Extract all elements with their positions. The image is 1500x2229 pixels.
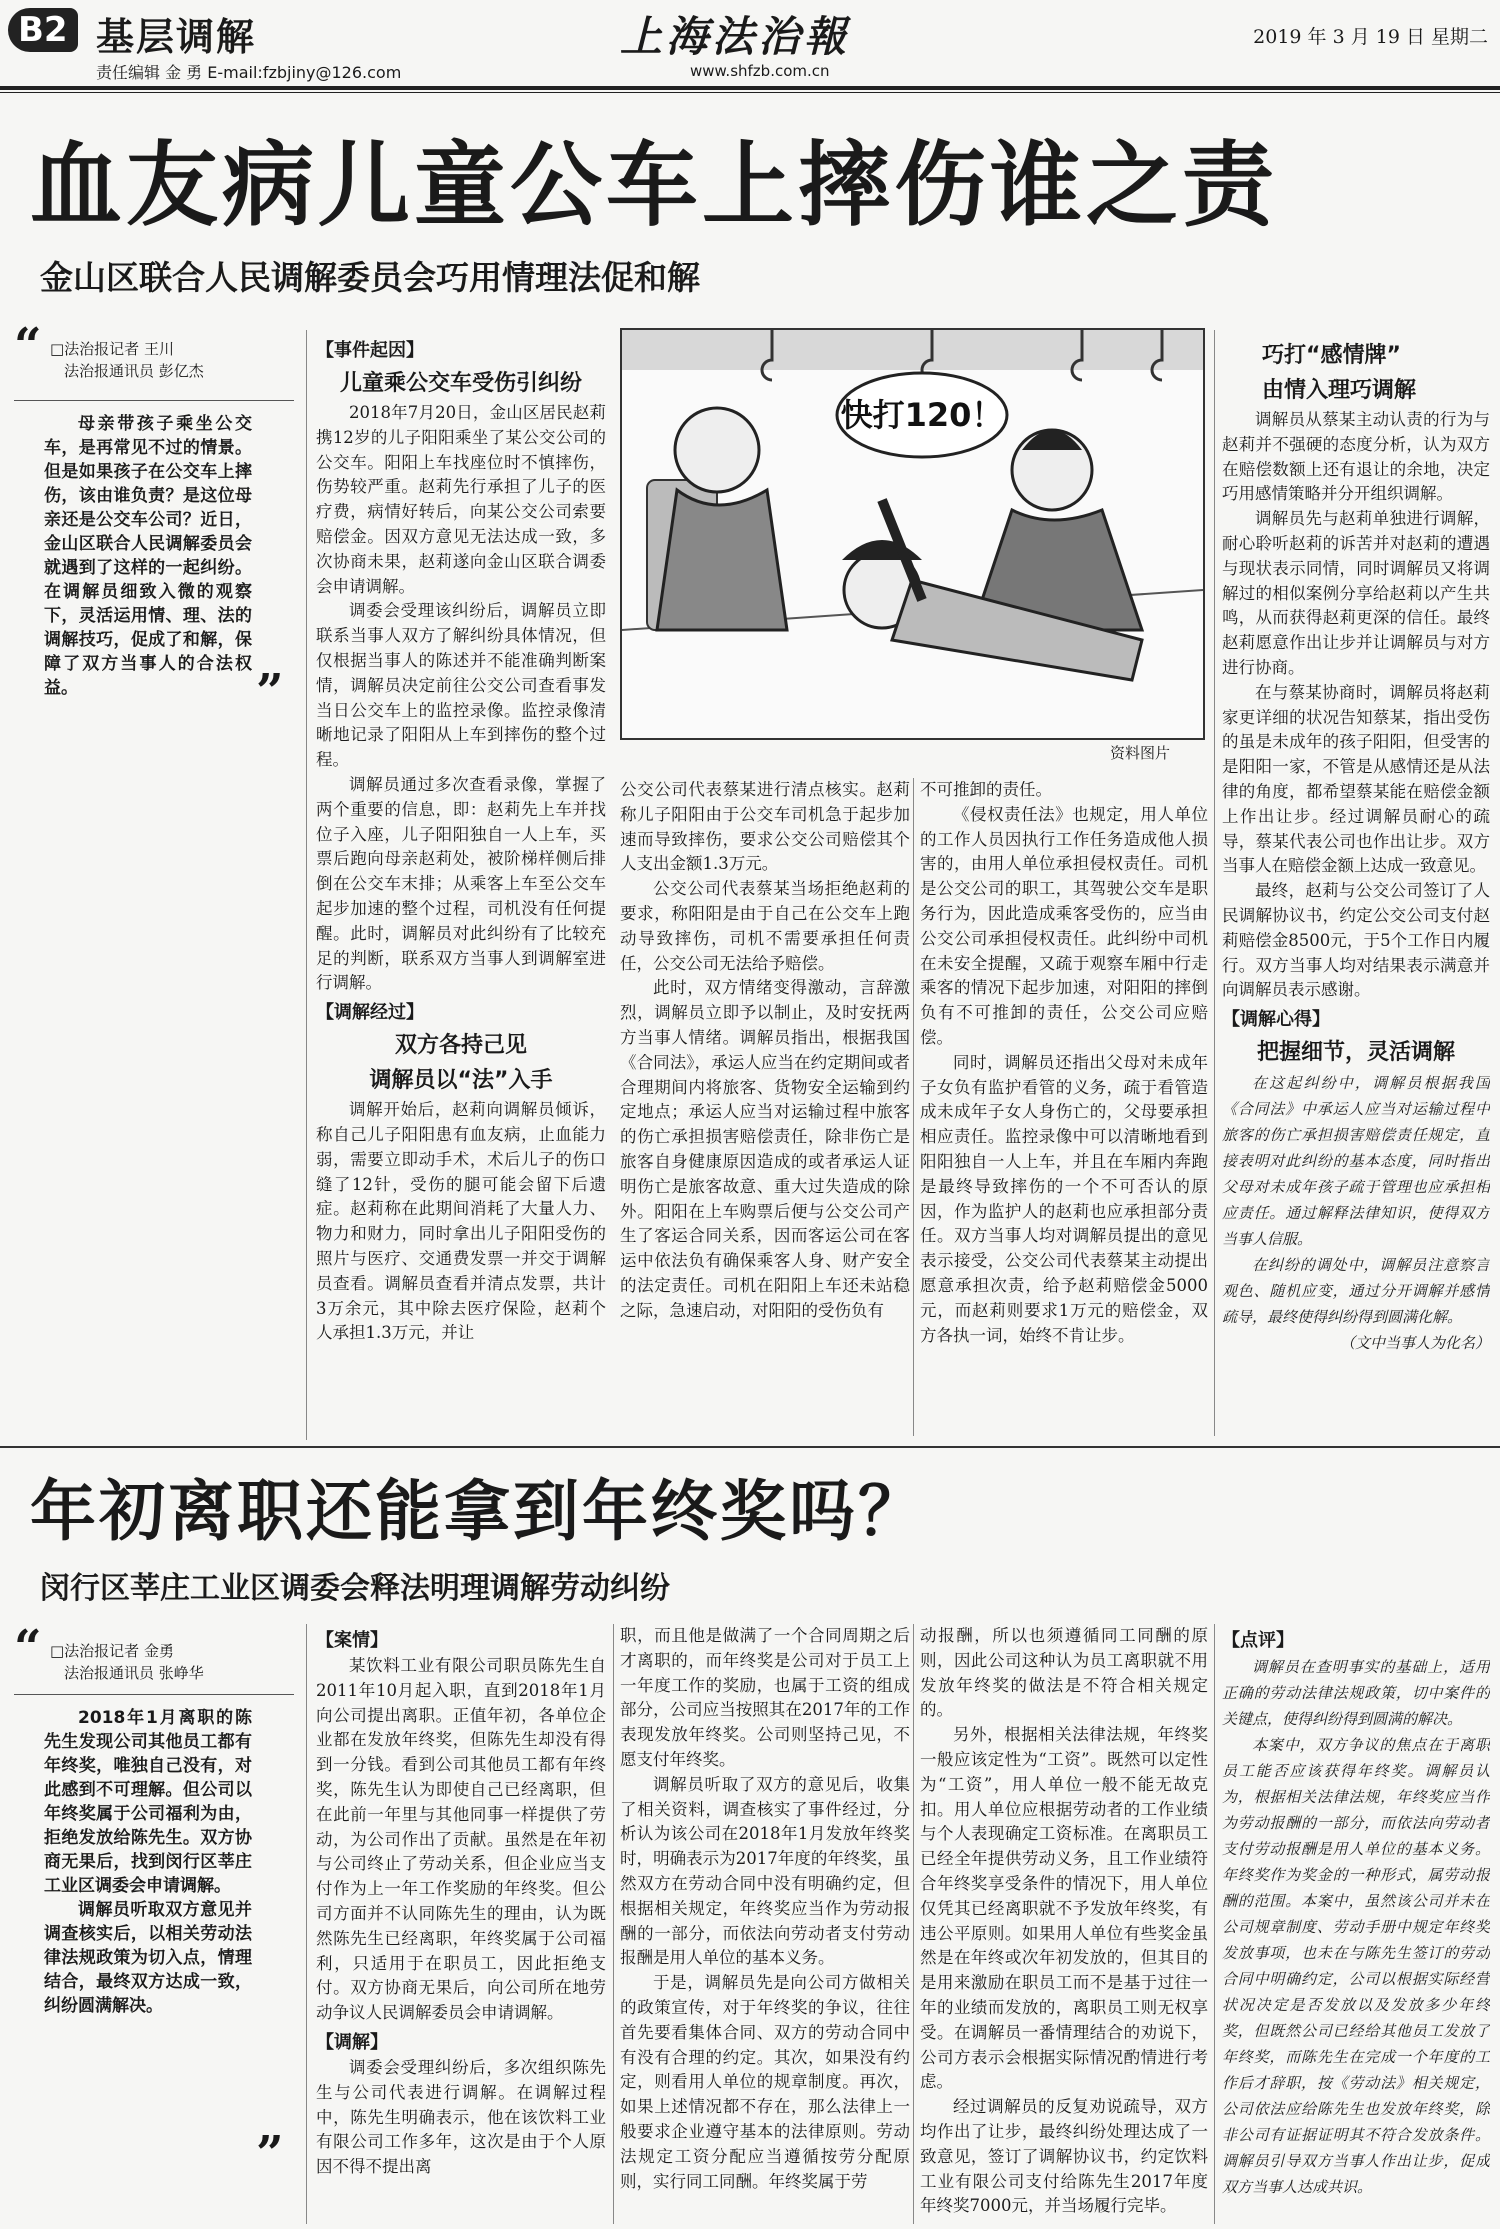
paragraph-group: 2018年7月20日，金山区居民赵莉携12岁的儿子阳阳乘坐了某公交公司的公交车。阳阳上车找座位时不慎摔伤，伤势较严重。赵莉先行承担了儿子的医疗费，病情好转后，向某公交公司索要赔偿金。因双方意见无法达成一致，多次协商未果，赵莉遂向金山区联合调委会申请调解。 调委会受理该纠纷后，调解员立即联系当事人双方了解纠纷具体情况，但仅根据当事人的陈述并不能准确判断案情，调解员决定前往公交公司查看事发当日公交车上的监控录像。监控录像清晰地记录了阳阳从上车到摔伤的整个过程。 调解员通过多次查看录像，掌握了两个重要的信息，即：赵莉先上车并找位子入座，儿子阳阳独自一人上车，买票后跑向母亲赵莉处，被阶梯样侧后排倒在公交车末排；从乘客上车至公交车起步加速的整个过程，司机没有任何提醒。此时，调解员对此纠纷有了比较充足的判断，联系双方当事人到调解室进行调解。 (316, 403, 606, 993)
close-quote-icon: ” (256, 664, 284, 720)
column-divider (613, 1624, 614, 2224)
article-divider (0, 1446, 1500, 1448)
editor-line: 责任编辑 金 勇 E-mail:fzbjiny@126.com (96, 63, 402, 82)
commentary: 在这起纠纷中，调解员根据我国《合同法》中承运人应当对运输过程中旅客的伤亡承担损害赔偿责任规定，直接表明对此纠纷的基本态度，同时指出父母对未成年孩子疏于管理也应承担相应责任。通过解释法律知识，使得双方当事人信服。 在纠纷的调处中，调解员注意察言观色、随机应变，通过分开调解并感情疏导，最终使得纠纷得到圆满化解。 （文中当事人为化名） (1222, 1070, 1490, 1356)
bus-accident-cartoon (622, 330, 1203, 738)
article2-column-2: 职，而且他是做满了一个合同周期之后才离职的，而年终奖是公司对于员工上一年度工作的奖励，也属于工资的组成部分，公司应当按照其在2017年的工作表现发放年终奖。公司则坚持己见，不愿支付年终奖。 调解员听取了双方的意见后，收集了相关资料，调查核实了事件经过，分析认为该公司在2018年1月发放年终奖时，明确表示为2017年度的年终奖，虽然双方在劳动合同中没有明确约定，但根据相关规定，年终奖应当作为劳动报酬的一部分，而依法向劳动者支付劳动报酬是用人单位的基本义务。 于是，调解员先是向公司方做相关的政策宣传，对于年终奖的争议，往往首先要看集体合同、双方的劳动合同中有没有合理的约定。其次，如果没有约定，则看用人单位的规章制度。再次，如果上述情况都不存在，那么法律上一般要求企业遵守基本的法律原则。劳动法规定工资分配应当遵循按劳分配原则，实行同工同酬。年终奖属于劳 (620, 1626, 910, 2191)
section-subhead: 由情入理巧调解 (1262, 378, 1417, 403)
column-divider (913, 778, 914, 1436)
speech-bubble-text: 快打120！ (840, 396, 1004, 434)
section-subhead: 把握细节，灵活调解 (1256, 1040, 1455, 1066)
section-tag: 【调解经过】 (316, 1002, 424, 1024)
section-tag: 【调解心得】 (1222, 1009, 1330, 1031)
header-rule-thin (0, 92, 1500, 93)
column-divider (913, 1624, 914, 2224)
byline-rule (14, 400, 294, 401)
cartoon-illustration (620, 328, 1205, 740)
article2-subheadline: 闵行区莘庄工业区调委会释法明理调解劳动纠纷 (40, 1571, 670, 1606)
section-subhead: 巧打“感情牌” (1262, 343, 1401, 368)
article2-byline: □法治报记者 金勇 法治报通讯员 张峥华 (50, 1642, 204, 1682)
image-caption: 资料图片 (1110, 744, 1171, 762)
column-divider (306, 1624, 307, 2224)
section-title: 基层调解 (96, 15, 257, 59)
page-badge: B2 (8, 8, 78, 52)
article1-subheadline: 金山区联合人民调解委员会巧用情理法促和解 (40, 258, 700, 297)
article1-column-1: 【事件起因】 儿童乘公交车受伤引纠纷 2018年7月20日，金山区居民赵莉携12岁的儿子阳阳乘坐了某公交公司的公交车。阳阳上车找座位时不慎摔伤，伤势较严重。赵莉先行承担了儿子的医疗费，病情好转后，向某公交公司索要赔偿金。因双方意见无法达成一致，多次协商未果，赵莉遂向金山区联合调委会申请调解。 调委会受理该纠纷后，调解员立即联系当事人双方了解纠纷具体情况，但仅根据当事人的陈述并不能准确判断案情，调解员决定前往公交公司查看事发当日公交车上的监控录像。监控录像清晰地记录了阳阳从上车到摔伤的整个过程。 调解员通过多次查看录像，掌握了两个重要的信息，即：赵莉先上车并找位子入座，儿子阳阳独自一人上车，买票后跑向母亲赵莉处，被阶梯样侧后排倒在公交车末排；从乘客上车至公交车起步加速的整个过程，司机没有任何提醒。此时，调解员对此纠纷有了比较充足的判断，联系双方当事人到调解室进行调解。 【调解经过】 双方各持己见 调解员以“法”入手 调解开始后，赵莉向调解员倾诉，称自己儿子阳阳患有血友病，止血能力弱，需要立即动手术，术后儿子的伤口缝了12针，受伤的腿可能会留下后遗症。赵莉称在此期间消耗了大量人力、物力和财力，同时拿出儿子阳阳受伤的照片与医疗、交通费发票一并交于调解员查看。调解员查看并清点发票，共计3万余元，其中除去医疗保险，赵莉个人承担1.3万元，并让 (316, 334, 606, 1436)
issue-date: 2019 年 3 月 19 日 星期二 (1253, 26, 1488, 48)
article2-lead: 2018年1月离职的陈先生发现公司其他员工都有年终奖，唯独自己没有，对此感到不可理解。但公司以年终奖属于公司福利为由，拒绝发放给陈先生。双方协商无果后，找到闵行区莘庄工业区调委会申请调解。 调解员听取双方意见并调查核实后，以相关劳动法律法规政策为切入点，情理结合，最终双方达成一致，纠纷圆满解决。 (44, 1708, 252, 2016)
section-tag: 【点评】 (1222, 1630, 1294, 1651)
website-url[interactable]: www.shfzb.com.cn (690, 62, 830, 80)
article1-column-3: 不可推卸的责任。 《侵权责任法》也规定，用人单位的工作人员因执行工作任务造成他人损害的，由用人单位承担侵权责任。司机是公交公司的职工，其驾驶公交车是职务行为，因此造成乘客受伤的，应当由公交公司承担侵权责任。此纠纷中司机在未安全提醒，又疏于观察车厢中行走乘客的情况下起步加速，对阳阳的摔倒负有不可推卸的责任，公交公司应赔偿。 同时，调解员还指出父母对未成年子女负有监护看管的义务，疏于看管造成未成年子女人身伤亡的，父母要承担相应责任。监控录像中可以清晰地看到阳阳独自一人上车，并且在车厢内奔跑是最终导致摔伤的一个不可否认的原因，作为监护人的赵莉也应承担部分责任。双方当事人均对调解员提出的意见表示接受，公交公司代表蔡某主动提出愿意承担次责，给予赵莉赔偿金5000元，而赵莉则要求1万元的赔偿金，双方各执一词，始终不肯让步。 (920, 780, 1208, 1345)
column-divider (306, 330, 307, 1440)
section-subhead: 儿童乘公交车受伤引纠纷 (339, 371, 582, 396)
header-rule (0, 86, 1500, 90)
column-divider (1214, 1624, 1215, 2224)
byline-rule (14, 1694, 294, 1695)
column-divider (1214, 330, 1215, 1436)
article1-byline: □法治报记者 王川 法治报通讯员 彭亿杰 (50, 340, 204, 380)
article1-lead: 母亲带孩子乘坐公交车，是再常见不过的情景。但是如果孩子在公交车上摔伤，该由谁负责？是这位母亲还是公交车公司？近日，金山区联合人民调解委员会就遇到了这样的一起纠纷。在调解员细致入微的观察下，灵活运用情、理、法的调解技巧，促成了和解，保障了双方当事人的合法权益。 (44, 414, 252, 698)
article2-column-4 (1222, 1624, 1490, 2224)
open-quote-icon: “ (14, 1620, 42, 1676)
name-note: （文中当事人为化名） (1339, 1334, 1490, 1353)
article1-headline: 血友病儿童公车上摔伤谁之责 (30, 132, 1279, 239)
article1-column-4: 巧打“感情牌” 由情入理巧调解 调解员从蔡某主动认责的行为与赵莉并不强硬的态度分析，认为双方在赔偿数额上还有退让的余地，决定巧用感情策略并分开组织调解。 调解员先与赵莉单独进行调解，耐心聆听赵莉的诉苦并对赵莉的遭遇与现状表示同情，同时调解员又将调解过的相似案例分享给赵莉以产生共鸣，从而获得赵莉更深的信任。最终赵莉愿意作出让步并让调解员与对方进行协商。 在与蔡某协商时，调解员将赵莉家更详细的状况告知蔡某，指出受伤的虽是未成年的孩子阳阳，但受害的是阳阳一家，不管是从感情还是从法律的角度，都希望蔡某能在赔偿金额上作出让步。经过调解员耐心的疏导，蔡某代表公司也作出让步。双方当事人在赔偿金额上达成一致意见。 最终，赵莉与公交公司签订了人民调解协议书，约定公交公司支付赵莉赔偿金8500元，于5个工作日内履行。双方当事人均对结果表示满意并向调解员表示感谢。 【调解心得】 把握细节，灵活调解 在这起纠纷中，调解员根据我国《合同法》中承运人应当对运输过程中旅客的伤亡承担损害赔偿责任规定，直接表明对此纠纷的基本态度，同时指出父母对未成年孩子疏于管理也应承担相应责任。通过解释法律知识，使得双方当事人信服。 在纠纷的调处中，调解员注意察言观色、随机应变，通过分开调解并感情疏导，最终使得纠纷得到圆满化解。 （文中当事人为化名） (1222, 334, 1490, 1436)
commentary: 调解员在查明事实的基础上，适用正确的劳动法律法规政策，切中案件的关键点，使得纠纷得到圆满的解决。 本案中，双方争议的焦点在于离职员工能否应该获得年终奖。调解员认为，根据相关法律法规，年终奖应当作为劳动报酬的一部分，而依法向劳动者支付劳动报酬是用人单位的基本义务。年终奖作为奖金的一种形式，属劳动报酬的范围。本案中，虽然该公司并未在公司规章制度、劳动手册中规定年终奖发放事项，也未在与陈先生签订的劳动合同中明确约定，公司以根据实际经营状况决定是否发放以及发放多少年终奖，但既然公司已经给其他员工发放了年终奖，而陈先生在完成一个年度的工作后才辞职，按《劳动法》相关规定，公司依法应给陈先生也发放年终奖，除非公司有证据证明其不符合发放条件。调解员引导双方当事人作出让步，促成双方当事人达成共识。 (1222, 1658, 1490, 2196)
open-quote-icon: “ (14, 318, 42, 374)
section-subhead: 双方各持己见 (394, 1033, 527, 1059)
section-tag: 【调解】 (316, 2031, 388, 2053)
close-quote-icon: ” (256, 2126, 284, 2182)
section-subhead: 调解员以“法”入手 (369, 1068, 553, 1094)
article2-headline: 年初离职还能拿到年终奖吗？ (30, 1473, 927, 1550)
article2-column-1: 【案情】 某饮料工业有限公司职员陈先生自2011年10月起入职，直到2018年1月向公司提出离职。正值年初，各单位企业都在发放年终奖，但陈先生却没有得到一分钱。看到公司其他员工都有年终奖，陈先生认为即使自己已经离职，但在此前一年里与其他同事一样提供了劳动，为公司作出了贡献。虽然是在年初与公司终止了劳动关系，但企业应当支付作为上一年工作奖励的年终奖。但公司方面并不认同陈先生的理由，认为既然陈先生已经离职，年终奖属于公司福利，只适用于在职员工，因此拒绝支付。双方协商无果后，向公司所在地劳动争议人民调解委员会申请调解。 【调解】 调委会受理纠纷后，多次组织陈先生与公司代表进行调解。在调解过程中，陈先生明确表示，他在该饮料工业有限公司工作多年，这次是由于个人原因不得不提出离 (316, 1624, 606, 2224)
section-tag: 【事件起因】 (316, 340, 424, 361)
masthead: 上海法治報 (620, 12, 851, 61)
article2-column-3: 动报酬，所以也须遵循同工同酬的原则，因此公司这种认为员工离职就不用发放年终奖的做法是不符合相关规定的。 另外，根据相关法律法规，年终奖一般应该定性为“工资”。既然可以定性为“工资”，用人单位一般不能无故克扣。用人单位应根据劳动者的工作业绩与个人表现确定工资标准。在离职员工已经全年提供劳动义务，且工作业绩符合年终奖享受条件的情况下，用人单位仅凭其已经离职就不予发放年终奖，有违公平原则。如果用人单位有些奖金虽然是在年终或次年初发放的，但其目的是用来激励在职员工而不是基于过往一年的业绩而发放的，离职员工则无权享受。在调解员一番情理结合的劝说下，公司方表示会根据实际情况酌情进行考虑。 经过调解员的反复劝说疏导，双方均作出了让步，最终纠纷处理达成了一致意见，签订了调解协议书，约定饮料工业有限公司支付给陈先生2017年度年终奖7000元，并当场履行完毕。 (920, 1626, 1208, 2216)
section-tag: 【案情】 (316, 1630, 388, 1651)
article1-column-2: 公交公司代表蔡某进行清点核实。赵莉称儿子阳阳由于公交车司机急于起步加速而导致摔伤，要求公交公司赔偿其个人支出金额1.3万元。 公交公司代表蔡某当场拒绝赵莉的要求，称阳阳是由于自己在公交车上跑动导致摔伤，司机不需要承担任何责任，公交公司无法给予赔偿。 此时，双方情绪变得激动，言辞激烈，调解员立即予以制止，及时安抚两方当事人情绪。调解员指出，根据我国《合同法》，承运人应当在约定期间或者合理期间内将旅客、货物安全运输到约定地点；承运人应当对运输过程中旅客的伤亡承担损害赔偿责任，除非伤亡是旅客自身健康原因造成的或者承运人证明伤亡是旅客故意、重大过失造成的除外。阳阳在上车购票后便与公交公司产生了客运合同关系，因而客运公司在客运中依法负有确保乘客人身、财产安全的法定责任。司机在阳阳上车还未站稳之际，急速启动，对阳阳的受伤负有 (620, 780, 910, 1320)
